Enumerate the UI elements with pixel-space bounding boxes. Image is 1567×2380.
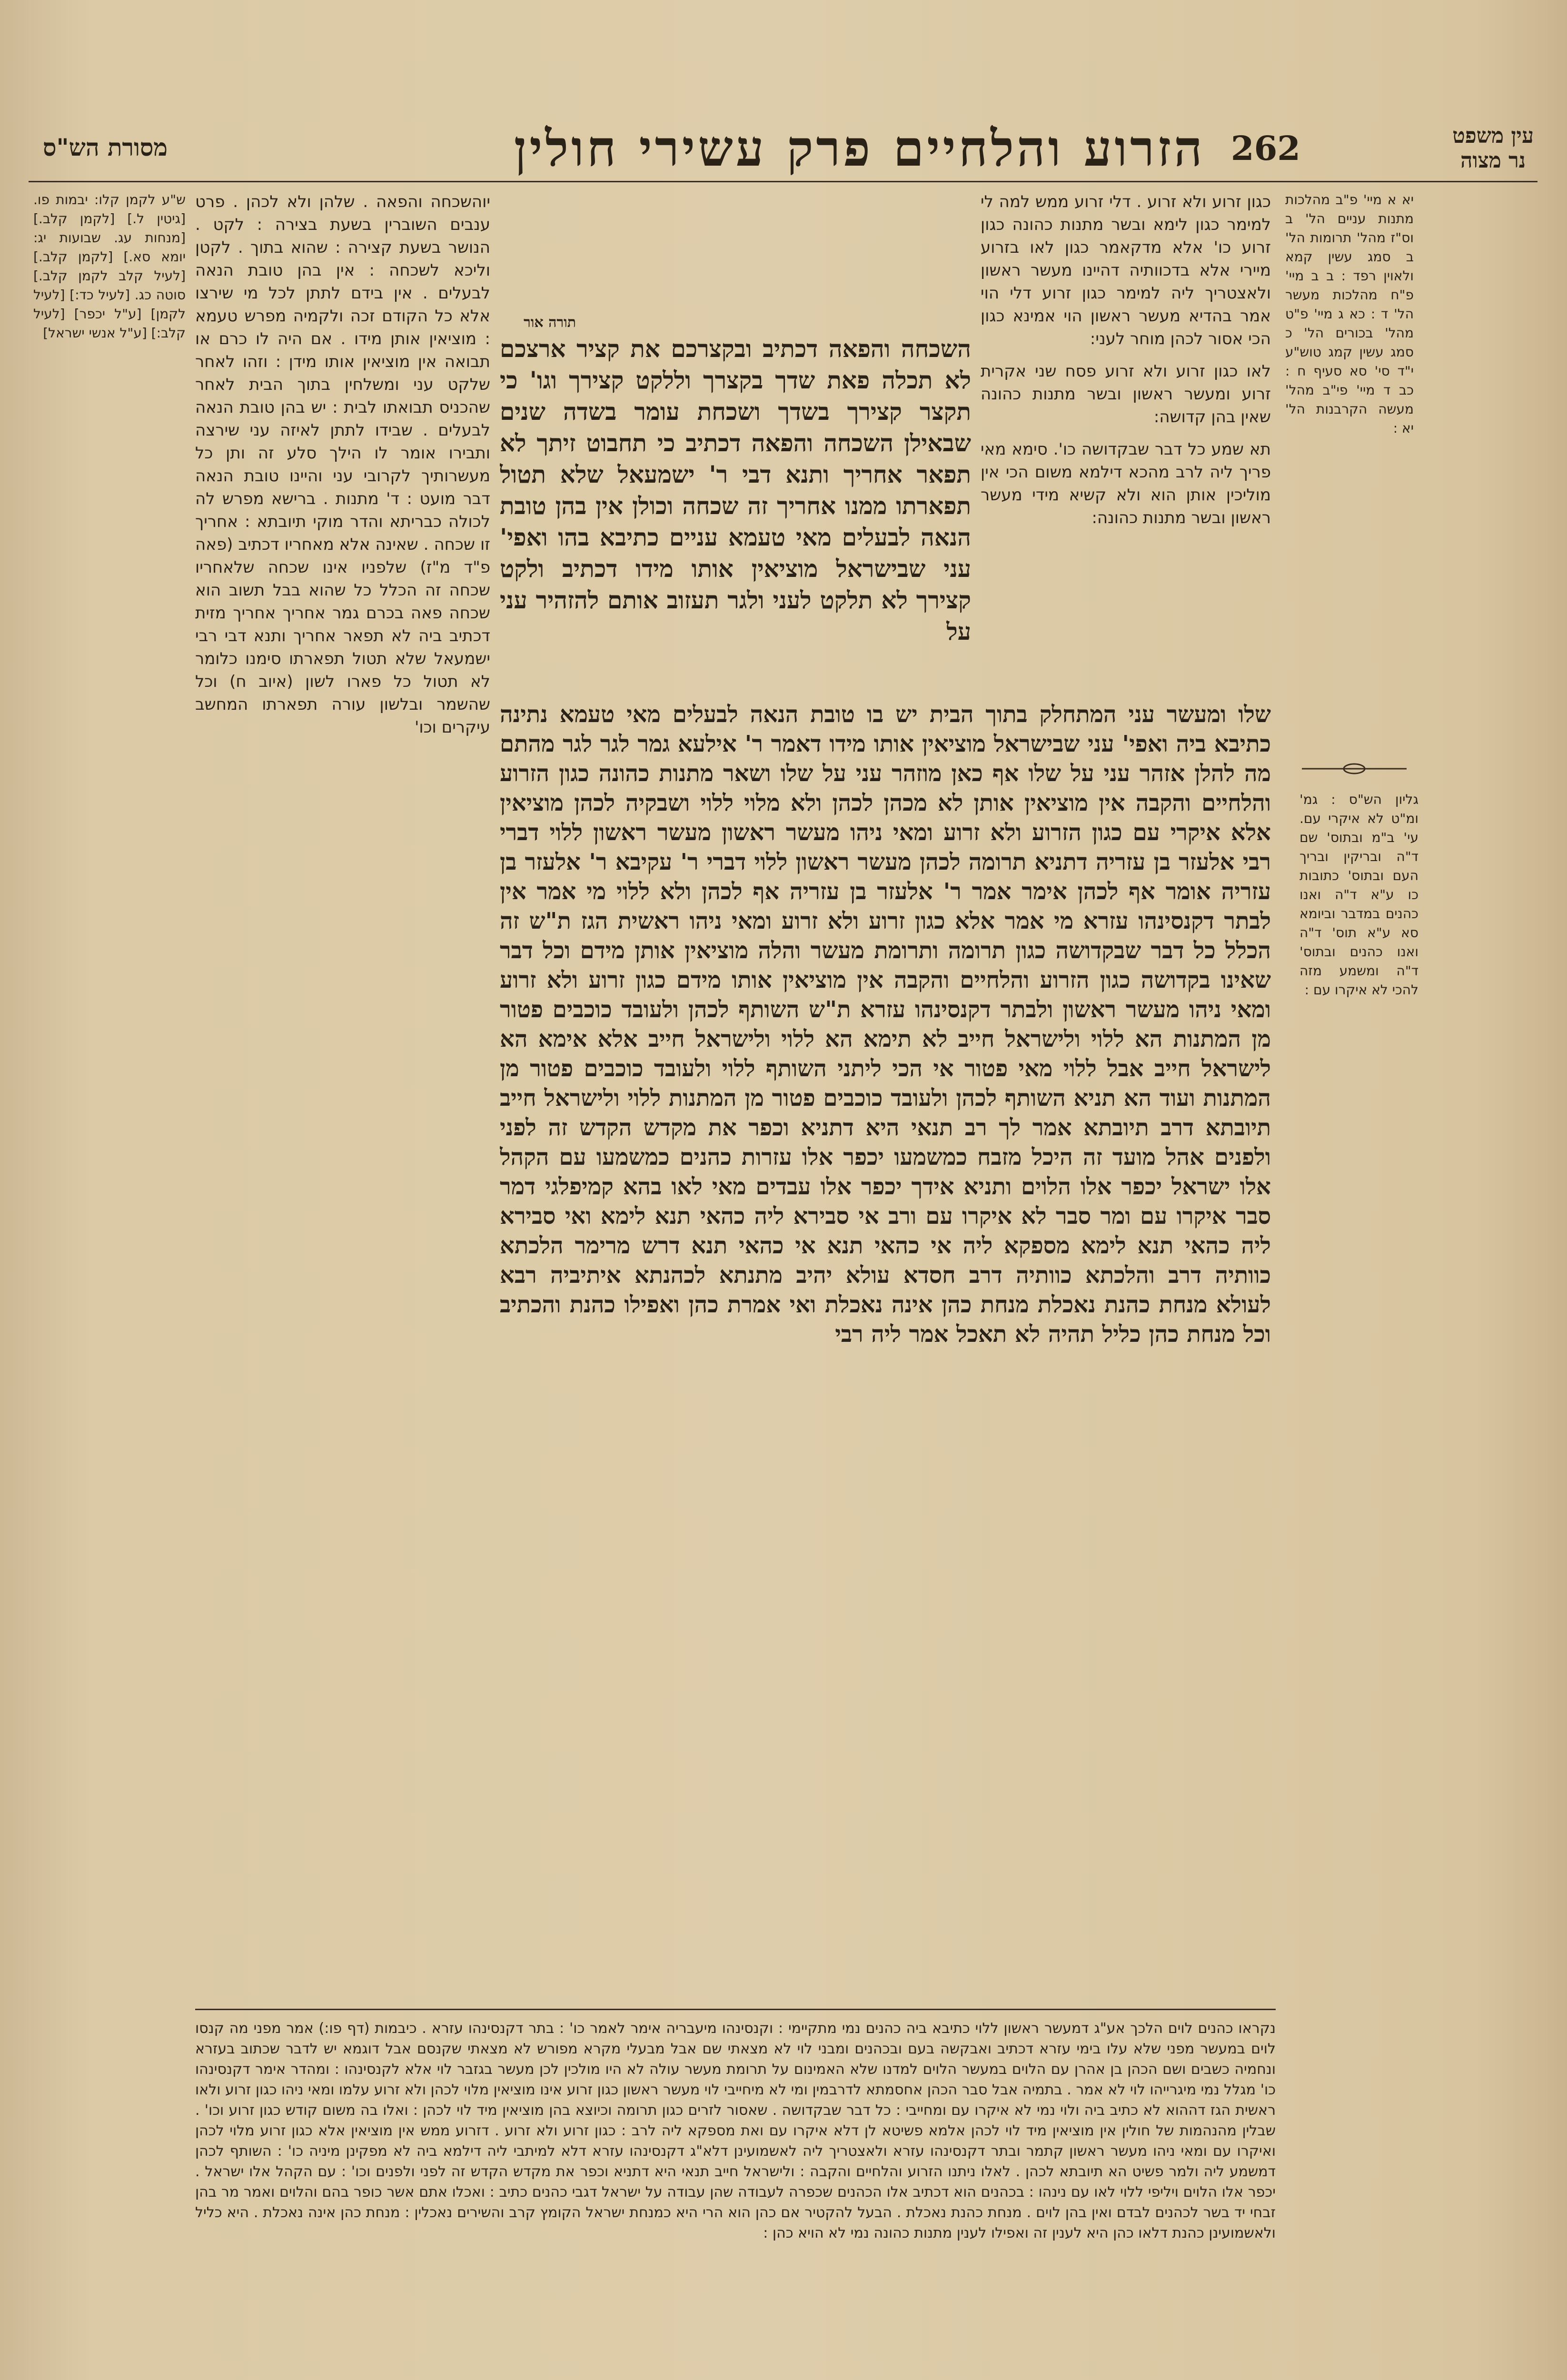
page-header [0,119,1567,181]
commentary-left-column: יוהשכחה והפאה . שלהן ולא לכהן . פרט ענבים השוברין בשעת בצירה : לקט . הנושר בשעת קצירה : שהוא בתוך . לקטן וליכא לשכחה : אין בהן טובת הנאה לבעלים . אין בידם לתתן לכל מי שירצו אלא כל הקודם זכה ולקמיה מפרש טעמא : מוציאין אותן מידו . אם היה לו כרם או תבואה אין מוציאין אותו מידן : וזהו לאחר שלקט עני ומשלחין בתוך הבית לאחר שהכניס תבואתו לבית : יש בהן טובת הנאה לבעלים . שבידו לתתן לאיזה עני שירצה ותבירו אומר לו הילך סלע זה ותן כל מעשרותיך לקרובי עני והיינו טובת הנאה דבר מועט : ד' מתנות . ברישא מפרש לה לכולה כבריתא והדר מוקי תיובתא : אחריך זו שכחה . שאינה אלא מאחריו דכתיב (פאה פ"ד מ"ז) שלפניו אינו שכחה שלאחריו שכחה זה הכלל כל שהוא בבל תשוב הוא שכחה פאה בכרם גמר אחריך אחריך מזית דכתיב ביה לא תפאר אחריך ותנא דבי רבי ישמעאל שלא תטול תפארתו סימנו כלומר לא תטול כל פארו לשון (איוב ח) וכל שהשמר ובלשון עורה תפארתו המחשב עיקרים וכו' [195,192,490,737]
page-number: 262 [1230,129,1300,168]
ornament-divider [1299,762,1409,776]
gemara-upper-block: השכחה והפאה דכתיב ובקצרכם את קציר ארצכם לא תכלה פאת שדך בקצרך וללקט קצירך וגו' כי תקצר קצירך בשדך ושכחת עומר בשדה שנים שבאילן השכחה והפאה דכתיב כי תחבוט זיתך לא תפאר אחריך ותנא דבי ר' ישמעאל שלא תטול תפארתו ממנו אחריך זה שכחה וכולן אין בהן טובת הנאה לבעלים מאי טעמא עניים כתיבא בהו ואפי' עני שבישראל מוציאין אותו מידו דכתיב ולקט קצירך לא תלקט לעני ולגר תעזוב אותם להזהיר עני על [500,335,971,645]
header-rule [29,181,1537,182]
tora-or-label: תורה אור [524,314,576,331]
ein-mishpat-column: יא א מיי' פ"ב מהלכות מתנות עניים הל' ב וס"ז מהל' תרומות הל' ב סמג עשין קמא ולאוין רפד : ב ב מיי' פ"ח מהלכות מעשר הל' ד : כא ג מיי' פ"ט מהל' בכורים הל' כ סמג עשין קמג טוש"ע י"ד סי' סא סעיף ח : כב ד מיי' פי"ב מהל' מעשה הקרבנות הל' יא : [1285,192,1414,436]
commentary-bottom-block: נקראו כהנים לוים הלכך אע"ג דמעשר ראשון ללוי כתיבא ביה כהנים נמי מתקיימי : וקנסינהו מיעבריה אימר לאמר כו' : בתר דקנסינהו עזרא . כיבמות (דף פו:) אמר מפני מה קנסו לוים במעשר מפני שלא עלו בימי עזרא דכתיב ואבקשה בעם ובכהנים ומבני לוי לא מצאתי שם אבל מבעלי מקרא מפורש לא מצאתי שקנסם אבל דוגמא יש לדבר שכתוב בעזרא ונחמיה כשבים ושם הכהן בן אהרן עם הלוים במעשר הלוים למדנו שלא האמינום על תרומת מעשר עולה לא היו מולכין לכן מעשר בגזבר לוי אלא לקנסינהו : ומהדר אימר דקנסינהו כו' מגלל נמי מיגרייהו לוי לא אמר . בתמיה אבל סבר הכהן אחסמתא לדרבמין ומי לא מיחייבי לוי מעשר ראשון כגון זרוע אינו מוציאין מלוי לכהן ולא זרוע עלמו ומאי ניהו כגון זרוע ולאו ראשית הגז דההוא לא כתיב ביה ולוי נמי לא איקרו עם ומחייבי : כל דבר שבקדושה . שאסור לזרים כגון תרומה וכיוצא בהן מוציאין מיד לוי לכהן : ואלו בה משום קודש כגון זרוע וכו' . שבלין מהנהמות של חולין אין מוציאין מיד לוי לכהן אלמא פשיטא לן דלא איקרו עם ואת מספקא ליה לרב : כגון זרוע ולא זרוע . דזרוע ממש אין מוציאין אלא כגון זרוע מלוי לכהן ואיקרו עם ומאי ניהו מעשר ראשון קתמר ובתר דקנסינהו עזרא ולאצטריך ליה לאשמועינן דלא"ג דקנסינהו עזרא דלא למיתבי ליה דילמא ביה לא מפקינן מיניה כו' : השותף לכהן דמשמע ליה ולמר פשיט הא תיובתא לכהן . לאלו ניתנו הזרוע והלחיים והקבה : ולישראל חייב תנאי היא דתניא וכפר את מקדש הקדש זה לפני ולפנים וכו' : עם הקהל אלו ישראל . יכפר אלו הלוים ויליפי ללוי לאו עם נינהו : בכהנים הוא דכתיב אלו הכהנים שכפרה לעבודה שהן עבודה על ישראל דגבי כהנים כתיב : ואכלו אתם אשר כופר בהם והלוים ואמר מר בהן זבחי יד בשר לכהנים לבדם ואין בהן לוים . מנחת כהנת נאכלת . הבעל להקטיר אם כהן הוא הרי היא כמנחת ישראל הקומץ קרב והשירים נאכלין : מנחת כהן אינה נאכלת . היא כליל ולאשמועינן כהנת דלאו כהן היא לענין זה ואפילו לענין מתנות כהונה נמי לא הויא כהן : [195,2020,1276,2241]
ein-mishpat-heading: עין משפט נר מצוה [1452,124,1534,173]
masoret-hashas-column: ש"ע לקמן קלו: יבמות פו. [גיטין ל.] [לקמן קלב.] [מנחות עג. שבועות יג: יומא סא.] [לקמן קלב.] [לעיל קלב לקמן קלב.] סוטה כג. [לעיל כד:] [לעיל לקמן] [ע"ל יכפר] [לעיל קלב:] [ע"ל אנשי ישראל] [33,192,186,341]
commentary-top-text: כגון זרוע ולא זרוע . דלי זרוע ממש למה לי למימר כגון לימא ובשר מתנות כהונה כגון זרוע כו' אלא מדקאמר כגון לאו בזרוע מיירי אלא בדכוותיה דהיינו מעשר ראשון ולאצטריך ליה למימר כגון זרוע דלי הוי אמר בהדיא מעשר ראשון הוי אמינא כגון הכי אסור לכהן מוחר לעני: [981,192,1271,348]
gemara-main-block: שלו ומעשר עני המתחלק בתוך הבית יש בו טובת הנאה לבעלים מאי טעמא נתינה כתיבא ביה ואפי' עני שבישראל מוציאין אותו מידו דאמר ר' אילעא גמר לגר לגר מהתם מה להלן אזהר עני על שלו אף כאן מוזהר עני על שלו ושאר מתנות כהונה כגון הזרוע והלחיים והקבה אין מוציאין אותן לא מכהן לכהן ולא מלוי ללוי ושבקיה לכהן מוציאין אלא איקרי עם כגון הזרוע ולא זרוע ומאי ניהו מעשר ראשון מעשר ראשון ללוי דברי רבי אלעזר בן עזריה דתניא תרומה לכהן מעשר ראשון ללוי דברי ר' עקיבא ר' אלעזר בן עזריה אומר אף לכהן אימר אמר ר' אלעזר בן עזריה אף לכהן ולא ללוי מי אמר אין לבתר דקנסינהו עזרא מי אמר אלא כגון זרוע ולא זרוע ומאי ניהו ראשית הגז ת"ש זה הכלל כל דבר שבקדושה כגון תרומה ותרומת מעשר והלה מוציאין אותן מידם וכל דבר שאינו בקדושה כגון הזרוע והלחיים והקבה אין מוציאין אותו מידם כגון זרוע ולא זרוע ומאי ניהו מעשר ראשון ולבתר דקנסינהו עזרא ת"ש השותף לכהן ולעובד כוכבים פטור מן המתנות הא ללוי ולישראל חייב לא תימא הא ללוי ולישראל חייב אלא אימא הא לישראל חייב אבל ללוי מאי פטור אי הכי ליתני השותף ללוי ולעובד כוכבים פטור מן המתנות ועוד הא תניא השותף לכהן ולעובד כוכבים פטור מן המתנות ללוי ולישראל חייב תיובתא דרב תיובתא אמר לך רב תנאי היא דתניא וכפר את מקדש הקדש זה לפני ולפנים אהל מועד זה היכל מזבח כמשמעו יכפר אלו עזרות כהנים כמשמעו עם הקהל אלו ישראל יכפר אלו הלוים ותניא אידך יכפר אלו עבדים מאי לאו בהא קמיפלגי דמר סבר איקרו עם ומר סבר לא איקרו עם ורב אי סבירא ליה כהאי תנא לימא ואי סבירא ליה כהאי תנא לימא מספקא ליה אי כהאי תנא אי כהאי תנא דרש מרימר הלכתא כוותיה דרב והלכתא כוותיה דרב חסדא עולא יהיב מתנתא לכהנתא איתיביה רבא לעולא מנחת כהנת נאכלת מנחת כהן אינה נאכלת ואי אמרת כהן ואפילו כהנת והכתיב וכל מנחת כהן כליל תהיה לא תאכל אמר ליה רבי [500,701,1271,1348]
commentary-right-block: לאו כגון זרוע ולא זרוע פסח שני אקרית זרוע ומעשר ראשון ובשר מתנות כהונה שאין בהן קדושה: [981,362,1271,426]
masoret-hashas-heading: מסורת הש"ס [43,133,168,161]
commentary-top-right [981,190,1271,714]
chapter-title: הזרוע והלחיים פרק עשירי חולין [514,119,1205,178]
commentary-tanya: תא שמע כל דבר שבקדושה כו'. סימא מאי פריך ליה לרב מהכא דילמא משום הכי אין מוליכין אותן הוא ולא קשיא מידי מעשר ראשון ובשר מתנות כהונה: [981,440,1271,527]
gilyon-hashas-column: גליון הש"ס : גמ' ומ"ט לא איקרי עם. עי' ב"מ ובתוס' שם ד"ה ובריקין ובריך העם ובתוס' כתובות כו ע"א ד"ה ואנו כהנים במדבר וביומא סא ע"א תוס' ד"ה ואנו כהנים ובתוס' ד"ה ומשמע מזה להכי לא איקרו עם : [1299,792,1418,998]
commentary-separator [195,2009,1276,2010]
